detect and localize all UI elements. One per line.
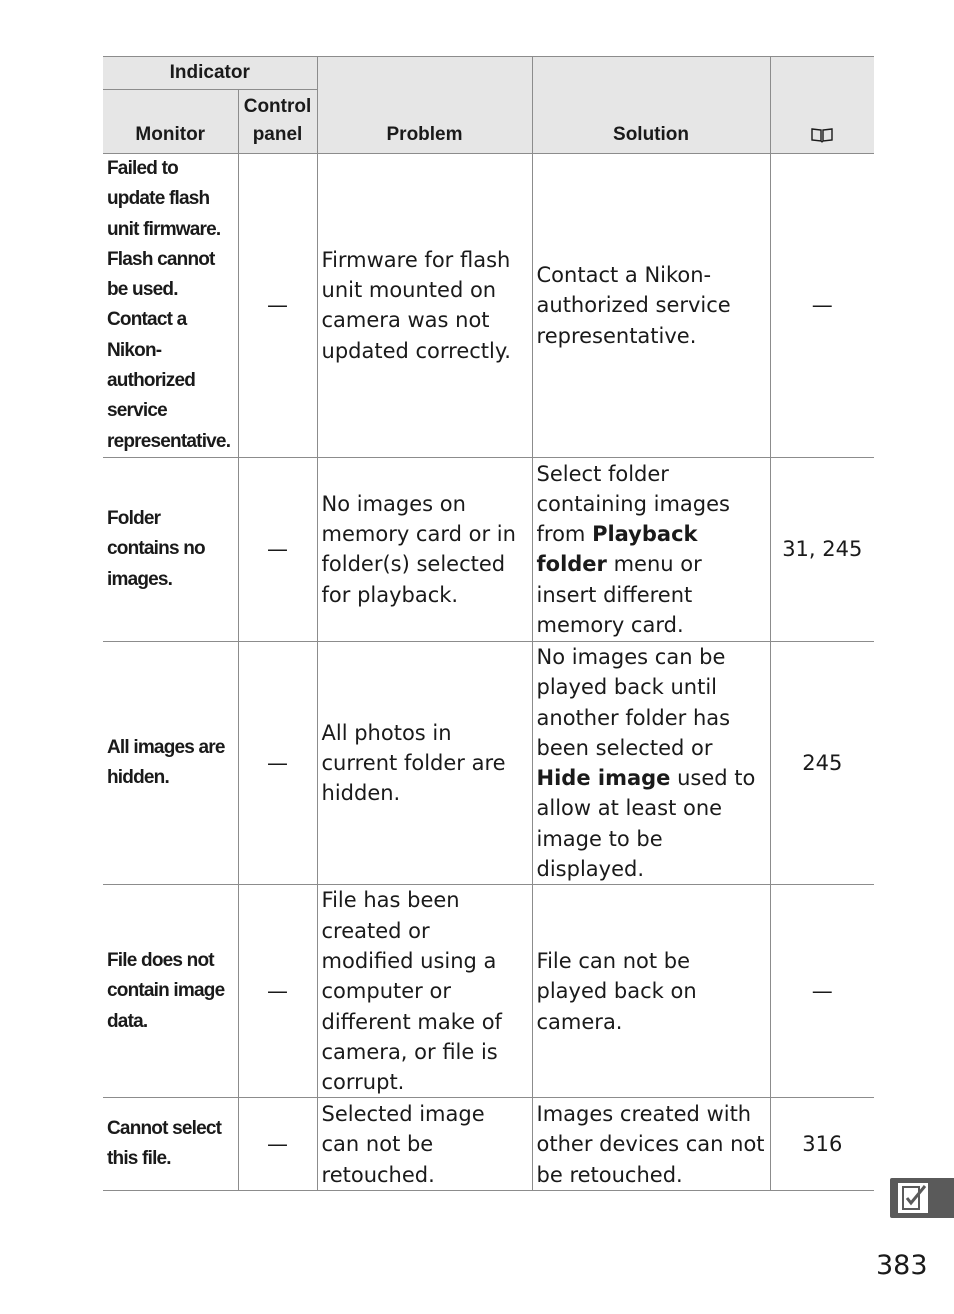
menu-item-name: Hide image (536, 766, 671, 791)
header-row-indicator (103, 57, 874, 90)
reference-cell: — (770, 154, 874, 458)
problem-header: Problem (317, 57, 532, 154)
solution-cell: Images created with other devices can not be retouched. (532, 1098, 770, 1191)
problem-cell: All photos in current folder are hidden. (317, 641, 532, 884)
control-panel-header (238, 90, 317, 154)
table-row (103, 1098, 874, 1191)
checklist-icon (898, 1183, 928, 1213)
control-panel-cell: — (238, 641, 317, 884)
solution-cell: File can not be played back on camera. (532, 885, 770, 1098)
solution-text-post: menu or insert different memory card. (536, 552, 702, 638)
problem-cell: File has been created or modified using a computer or different make of camera, or file is corrupt. (317, 885, 532, 1098)
control-panel-cell: — (238, 457, 317, 641)
section-tab[interactable] (890, 1178, 954, 1218)
problem-cell: Selected image can not be retouched. (317, 1098, 532, 1191)
monitor-cell: Failed to update flash unit firmware. Flash cannot be used. Contact a Nikon-authorized service representative. (103, 154, 238, 458)
error-message-table (103, 56, 874, 1191)
problem-cell: Firmware for flash unit mounted on camera was not updated correctly. (317, 154, 532, 458)
monitor-cell: Folder contains no images. (103, 457, 238, 641)
table-row (103, 885, 874, 1098)
control-panel-cell: — (238, 885, 317, 1098)
monitor-cell: Cannot select this file. (103, 1098, 238, 1191)
reference-header (770, 57, 874, 154)
solution-cell (532, 457, 770, 641)
solution-text-post: used to allow at least one image to be displayed. (536, 766, 756, 882)
table-row (103, 641, 874, 884)
reference-cell: 316 (770, 1098, 874, 1191)
problem-cell: No images on memory card or in folder(s) selected for playback. (317, 457, 532, 641)
book-icon (811, 127, 833, 143)
monitor-header: Monitor (103, 90, 238, 154)
reference-cell: — (770, 885, 874, 1098)
menu-item-name: Playback folder (536, 522, 698, 577)
reference-cell: 245 (770, 641, 874, 884)
reference-cell: 31, 245 (770, 457, 874, 641)
indicator-header: Indicator (103, 57, 317, 90)
solution-cell: Contact a Nikon-authorized service representative. (532, 154, 770, 458)
solution-text-pre: No images can be played back until another folder has been selected or (536, 644, 731, 760)
control-panel-cell: — (238, 1098, 317, 1191)
solution-text-pre: Select folder containing images from (536, 461, 730, 547)
control-panel-header-line2: panel (252, 124, 303, 145)
control-panel-cell: — (238, 154, 317, 458)
control-panel-header-line1: Control (243, 96, 312, 117)
solution-header: Solution (532, 57, 770, 154)
monitor-cell: All images are hidden. (103, 641, 238, 884)
solution-cell (532, 641, 770, 884)
monitor-cell: File does not contain image data. (103, 885, 238, 1098)
table-row (103, 457, 874, 641)
page-number: 383 (876, 1250, 928, 1281)
table-row (103, 154, 874, 458)
